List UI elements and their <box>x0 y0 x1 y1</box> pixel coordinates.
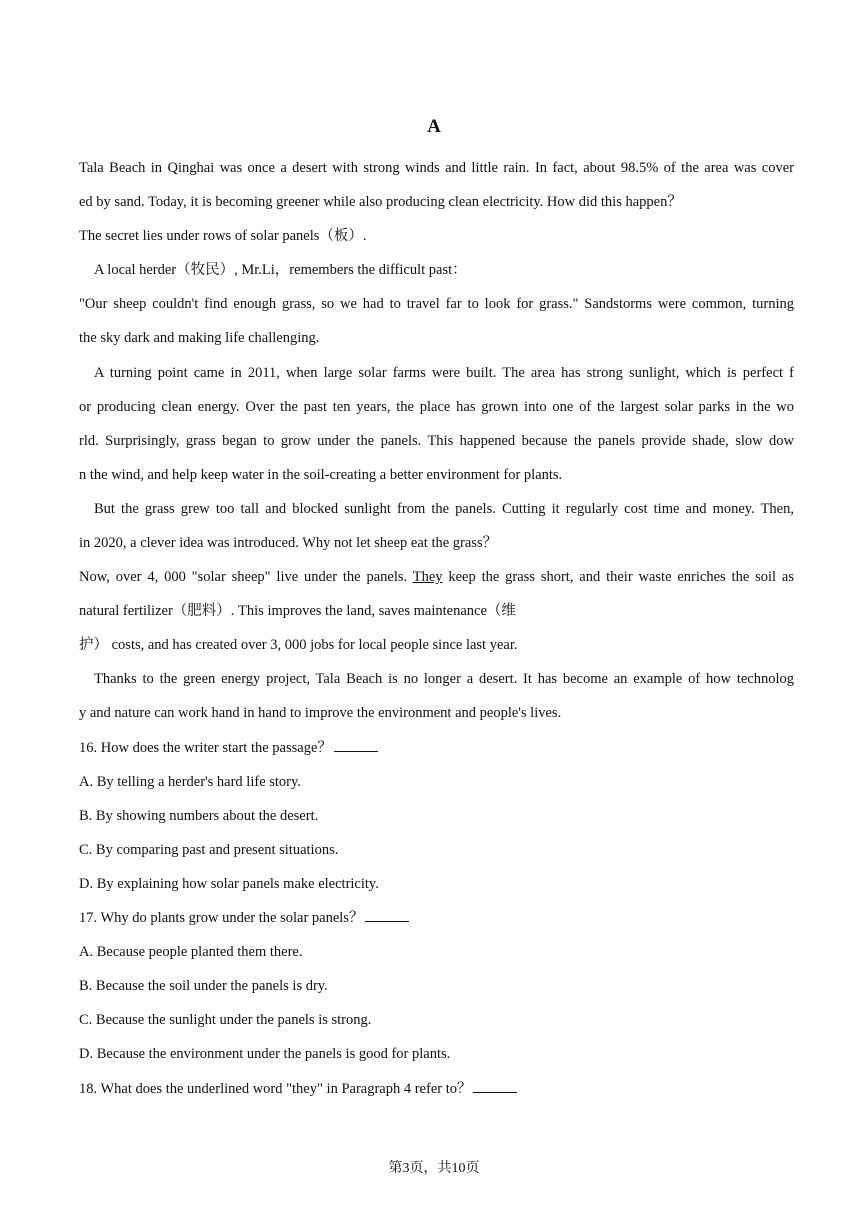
question-stem-text: 16. How does the writer start the passage？ <box>79 740 332 756</box>
passage-line: Tala Beach in Qinghai was once a desert with strong winds and little rain. In fact, about 98.5% of the area was cover <box>79 160 794 176</box>
question-stem <box>79 908 794 928</box>
passage-line <box>79 567 794 587</box>
passage-text: Now, over 4, 000 "solar sheep" live under the panels. <box>79 569 413 585</box>
option-c[interactable]: C. Because the sunlight under the panels is strong. <box>79 1012 372 1028</box>
question-stem-text: 17. Why do plants grow under the solar panels？ <box>79 910 364 926</box>
answer-blank[interactable] <box>365 908 409 922</box>
passage-line: The secret lies under rows of solar panels（板）. <box>79 228 367 244</box>
question-stem-text: 18. What does the underlined word "they" in Paragraph 4 refer to？ <box>79 1081 472 1097</box>
passage-line: in 2020, a clever idea was introduced. Why not let sheep eat the grass？ <box>79 535 498 551</box>
option-a[interactable]: A. Because people planted them there. <box>79 944 303 960</box>
passage-line: A turning point came in 2011, when large solar farms were built. The area has strong sunlight, which is perfect f <box>94 365 794 381</box>
passage-line: "Our sheep couldn't find enough grass, so we had to travel far to look for grass." Sandstorms were common, turning <box>79 296 794 312</box>
answer-blank[interactable] <box>473 1079 517 1093</box>
passage-line: ed by sand. Today, it is becoming greener while also producing clean electricity. How did this happen？ <box>79 194 682 210</box>
passage-line: Thanks to the green energy project, Tala Beach is no longer a desert. It has become an example of how technolog <box>94 671 794 687</box>
question-stem <box>79 738 794 758</box>
underlined-word-they: They <box>412 569 443 585</box>
answer-blank[interactable] <box>334 738 378 752</box>
passage-line: n the wind, and help keep water in the soil-creating a better environment for plants. <box>79 467 563 483</box>
option-a[interactable]: A. By telling a herder's hard life story. <box>79 774 301 790</box>
passage-line: 护） costs, and has created over 3, 000 jobs for local people since last year. <box>79 637 518 653</box>
passage-line: the sky dark and making life challenging. <box>79 330 320 346</box>
section-heading: A <box>427 116 441 137</box>
option-c[interactable]: C. By comparing past and present situations. <box>79 842 339 858</box>
option-d[interactable]: D. By explaining how solar panels make electricity. <box>79 876 379 892</box>
page-number: 第3页，共10页 <box>388 1161 480 1176</box>
passage-line: y and nature can work hand in hand to improve the environment and people's lives. <box>79 705 562 721</box>
question-stem <box>79 1079 794 1099</box>
option-b[interactable]: B. By showing numbers about the desert. <box>79 808 319 824</box>
passage-line: or producing clean energy. Over the past ten years, the place has grown into one of the largest solar parks in the wo <box>79 399 794 415</box>
passage-line: A local herder（牧民）, Mr.Li，remembers the difficult past： <box>94 262 467 278</box>
option-d[interactable]: D. Because the environment under the panels is good for plants. <box>79 1046 451 1062</box>
option-b[interactable]: B. Because the soil under the panels is dry. <box>79 978 328 994</box>
passage-text: keep the grass short, and their waste enriches the soil as <box>442 569 794 585</box>
passage-line: rld. Surprisingly, grass began to grow under the panels. This happened because the panels provide shade, slow dow <box>79 433 794 449</box>
passage-line: natural fertilizer（肥料）. This improves the land, saves maintenance（维 <box>79 603 516 619</box>
passage-line: But the grass grew too tall and blocked sunlight from the panels. Cutting it regularly cost time and money. Then, <box>94 501 794 517</box>
